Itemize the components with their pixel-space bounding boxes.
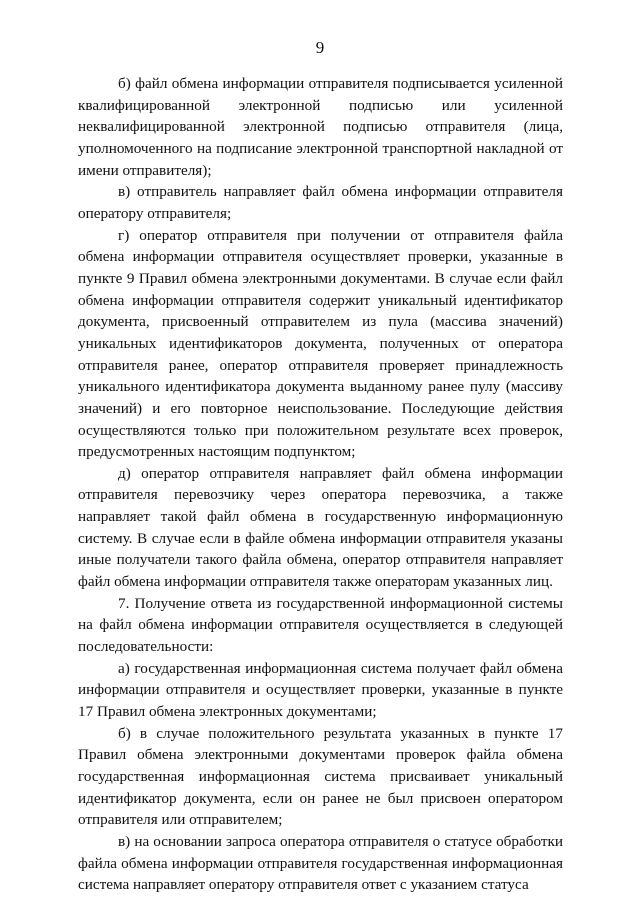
paragraph-6v: в) отправитель направляет файл обмена информации отправителя оператору отправителя; xyxy=(78,183,563,222)
paragraph-7v: в) на основании запроса оператора отправителя о статусе обработки файла обмена информации отправителя государственная информационная система направляет оператору отправителя ответ с указанием статуса xyxy=(78,832,563,894)
paragraph-6g: г) оператор отправителя при получении от отправителя файла обмена информации отправителя осуществляет проверки, указанные в пункте 9 Правил обмена электронными документами. В случае если файл обмена информации отправителя содержит уникальный идентификатор документа, присвоенный отправителем из пула (массива значений) уникальных идентификаторов документа, полученных от оператора отправителя ранее, оператор отправителя проверяет принадлежность уникального идентификатора документа выданному ранее пулу (массиву значений) и его повторное неиспользование. Последующие действия осуществляются только при положительном результате всех проверок, предусмотренных настоящим подпунктом; xyxy=(78,226,563,461)
paragraph-6d: д) оператор отправителя направляет файл обмена информации отправителя перевозчику через оператора перевозчика, а также направляет такой файл обмена в государственную информационную систему. В случае если в файле обмена информации отправителя указаны иные получатели такого файла обмена, оператор отправителя направляет файл обмена информации отправителя также операторам указанных лиц. xyxy=(78,464,563,591)
paragraph-7a: а) государственная информационная система получает файл обмена информации отправителя и осуществляет проверки, указанные в пункте 17 Правил обмена электронных документами; xyxy=(78,659,563,721)
paragraph-7b: б) в случае положительного результата указанных в пункте 17 Правил обмена электронными документами проверок файла обмена государственная информационная система присваивает уникальный идентификатор документа, если он ранее не был присвоен оператором отправителя или отправителем; xyxy=(78,724,563,829)
page-number: 9 xyxy=(315,38,325,57)
document-body xyxy=(78,73,563,896)
paragraph-7: 7. Получение ответа из государственной информационной системы на файл обмена информации отправителя осуществляется в следующей последовательности: xyxy=(78,594,563,656)
paragraph-6b: б) файл обмена информации отправителя подписывается усиленной квалифицированной электронной подписью или усиленной неквалифицированной электронной подписью отправителя (лица, уполномоченного на подписание электронной транспортной накладной от имени отправителя); xyxy=(78,75,563,179)
